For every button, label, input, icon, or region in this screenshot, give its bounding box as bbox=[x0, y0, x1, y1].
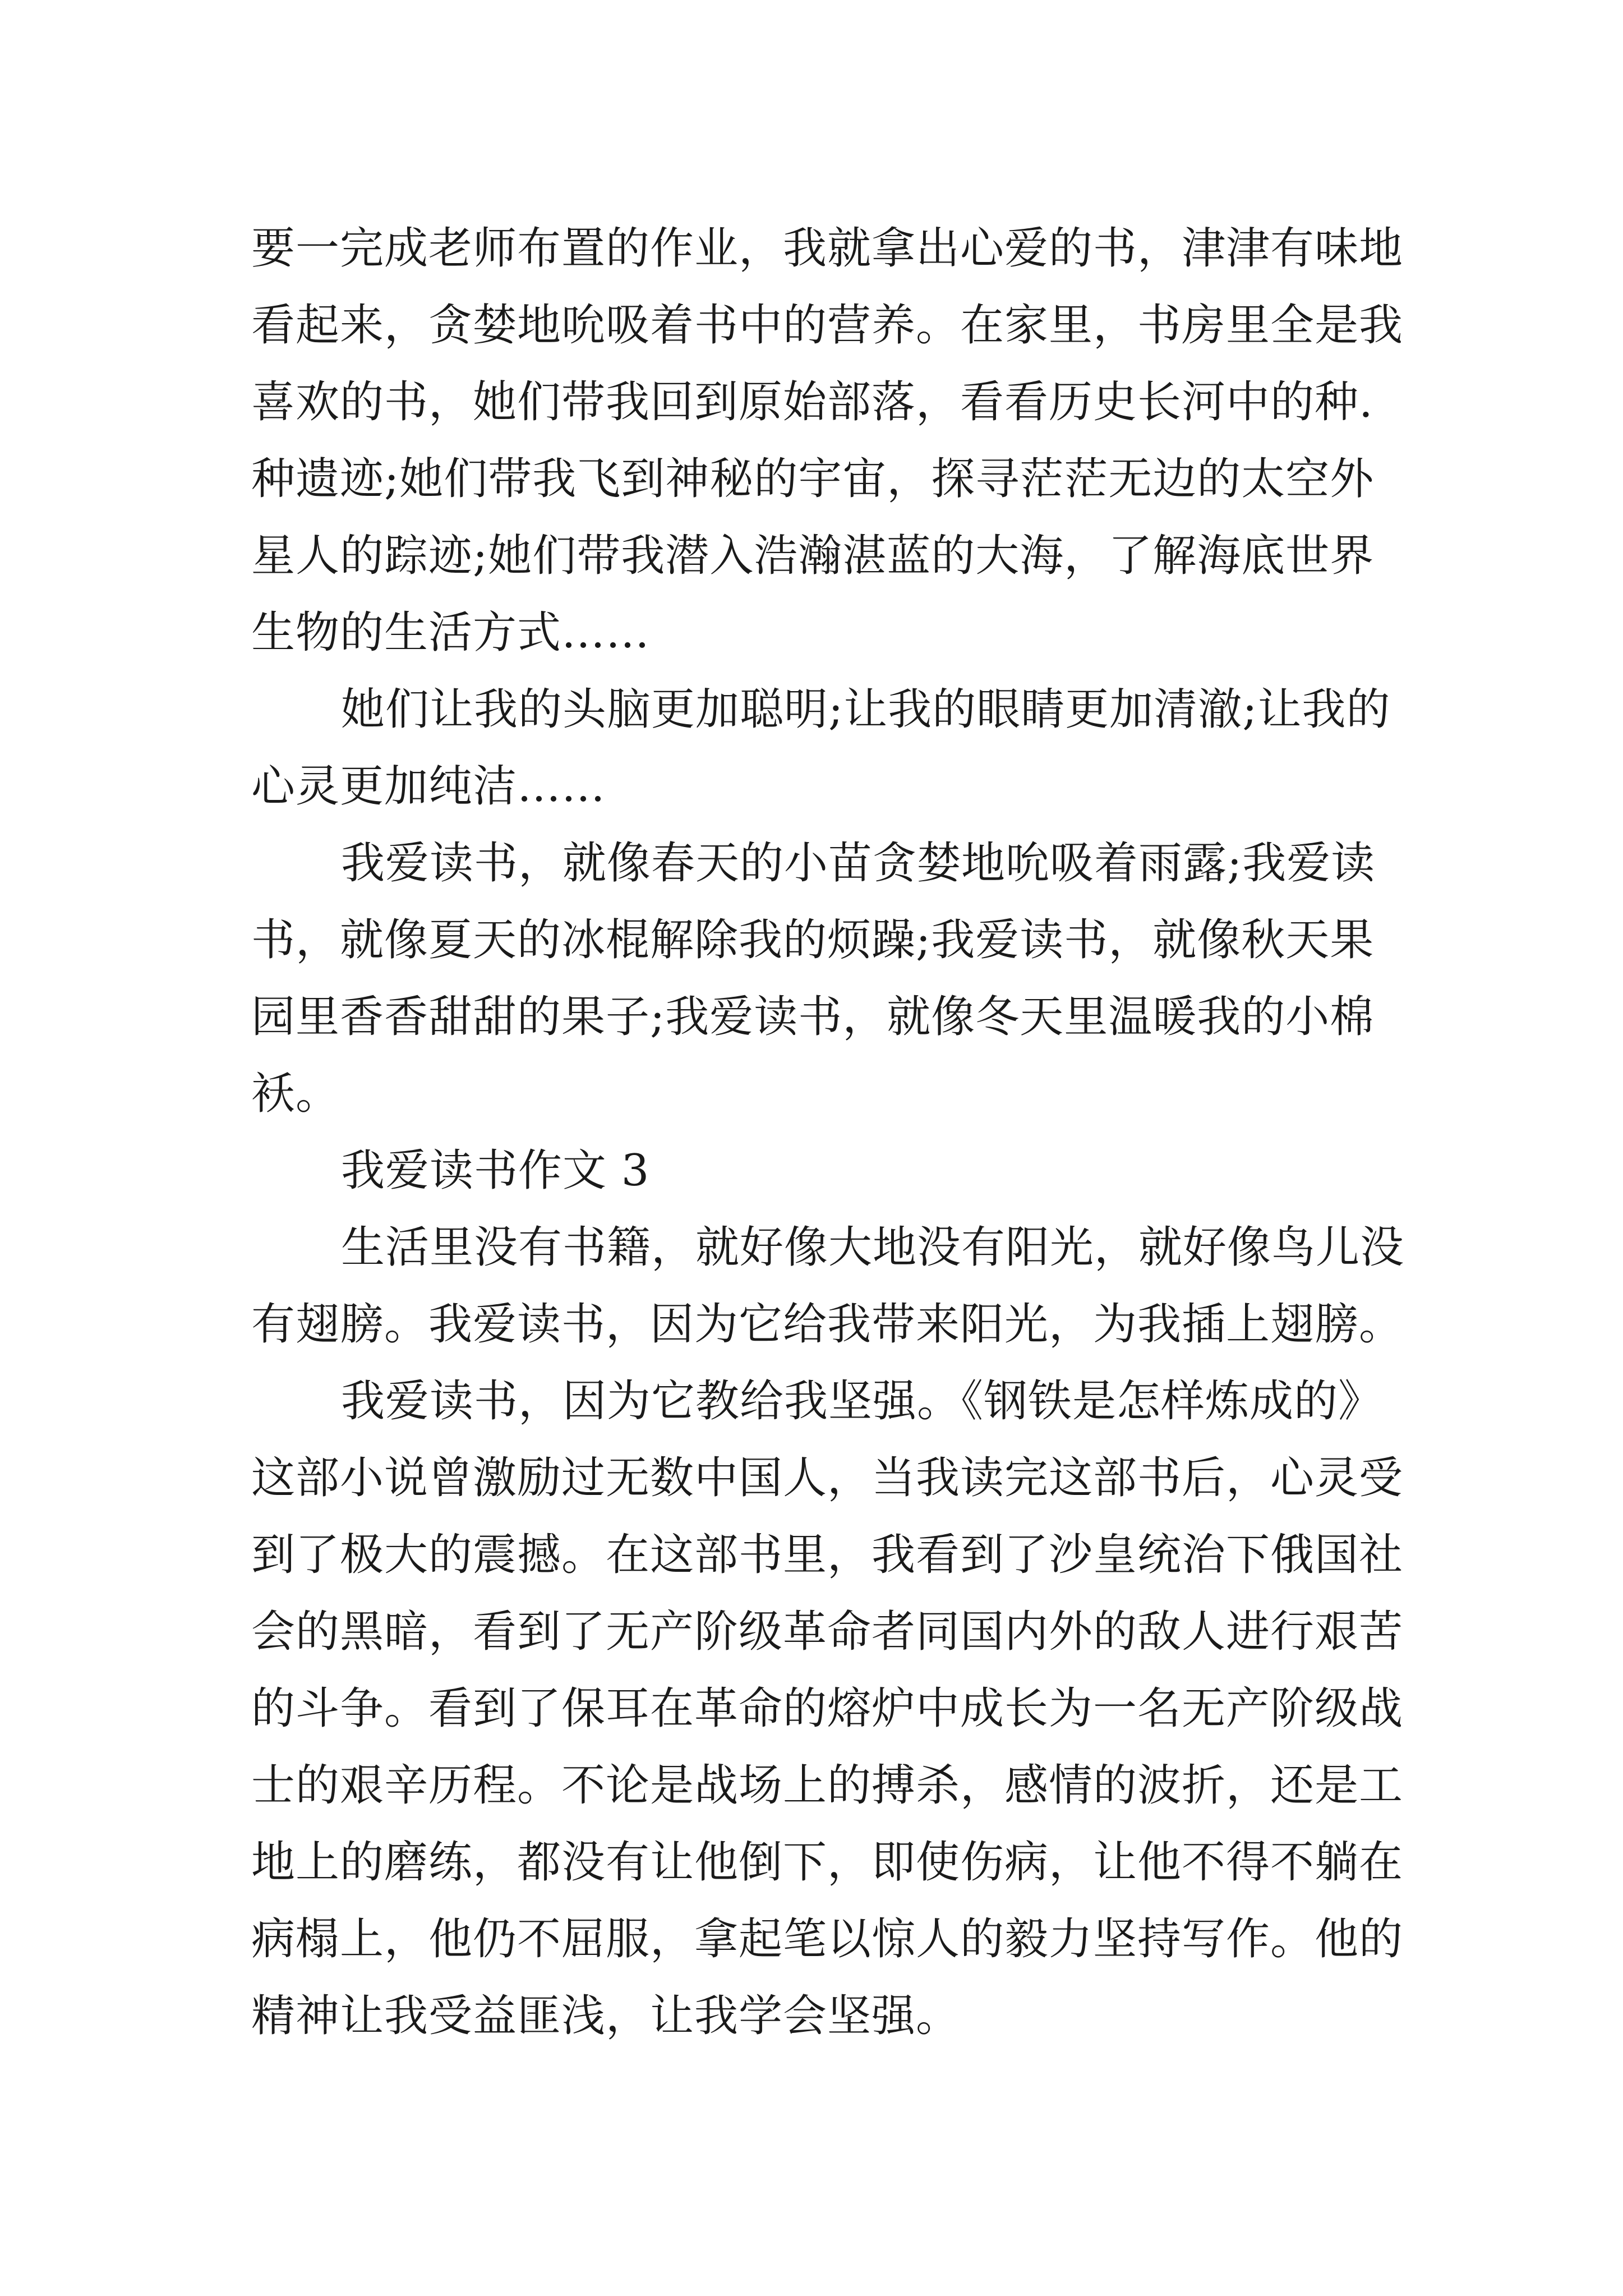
text-line: 生活里没有书籍，就好像大地没有阳光，就好像鸟儿没 bbox=[341, 1222, 1405, 1273]
text-line: 她们让我的头脑更加聪明;让我的眼睛更加清澈;让我的 bbox=[341, 684, 1391, 735]
text-line: 书，就像夏天的冰棍解除我的烦躁;我爱读书，就像秋天果 bbox=[251, 915, 1375, 965]
text-line: 士的艰辛历程。不论是战场上的搏杀，感情的波折，还是工 bbox=[251, 1760, 1404, 1811]
text-line: 生物的生活方式…… bbox=[251, 608, 651, 658]
paragraph bbox=[251, 1209, 1405, 1363]
document-body bbox=[251, 210, 1405, 2055]
text-line: 园里香香甜甜的果子;我爱读书，就像冬天里温暖我的小棉 bbox=[251, 992, 1375, 1042]
text-line: 我爱读书，就像春天的小苗贪婪地吮吸着雨露;我爱读 bbox=[341, 838, 1376, 889]
text-line: 星人的踪迹;她们带我潜入浩瀚湛蓝的大海，了解海底世界 bbox=[251, 531, 1375, 581]
text-line: 到了极大的震撼。在这部书里，我看到了沙皇统治下俄国社 bbox=[251, 1530, 1404, 1580]
text-line: 心灵更加纯洁…… bbox=[251, 761, 606, 812]
text-line: 会的黑暗，看到了无产阶级革命者同国内外的敌人进行艰苦 bbox=[251, 1607, 1404, 1657]
text-line: 地上的磨练，都没有让他倒下，即使伤病，让他不得不躺在 bbox=[251, 1837, 1404, 1888]
paragraph bbox=[251, 1363, 1404, 2055]
paragraph bbox=[251, 825, 1376, 1133]
text-line: 有翅膀。我爱读书，因为它给我带来阳光，为我插上翅膀。 bbox=[251, 1299, 1404, 1350]
section-heading: 我爱读书作文 3 bbox=[341, 1145, 650, 1196]
text-line: 我爱读书，因为它教给我坚强。《钢铁是怎样炼成的》 bbox=[341, 1376, 1383, 1427]
text-line: 这部小说曾激励过无数中国人，当我读完这部书后，心灵受 bbox=[251, 1453, 1404, 1503]
text-line: 种遗迹;她们带我飞到神秘的宇宙，探寻茫茫无边的太空外 bbox=[251, 454, 1375, 504]
text-line: 病榻上，他仍不屈服，拿起笔以惊人的毅力坚持写作。他的 bbox=[251, 1914, 1404, 1964]
text-line: 要一完成老师布置的作业，我就拿出心爱的书，津津有味地 bbox=[251, 223, 1404, 274]
text-line: 看起来，贪婪地吮吸着书中的营养。在家里，书房里全是我 bbox=[251, 300, 1404, 351]
text-line: 精神让我受益匪浅，让我学会坚强。 bbox=[251, 1991, 961, 2041]
text-line: 喜欢的书，她们带我回到原始部落，看看历史长河中的种. bbox=[251, 377, 1373, 427]
paragraph bbox=[251, 210, 1404, 671]
text-line: 的斗争。看到了保耳在革命的熔炉中成长为一名无产阶级战 bbox=[251, 1683, 1404, 1734]
text-line: 袄。 bbox=[251, 1069, 340, 1119]
paragraph bbox=[251, 671, 1391, 825]
